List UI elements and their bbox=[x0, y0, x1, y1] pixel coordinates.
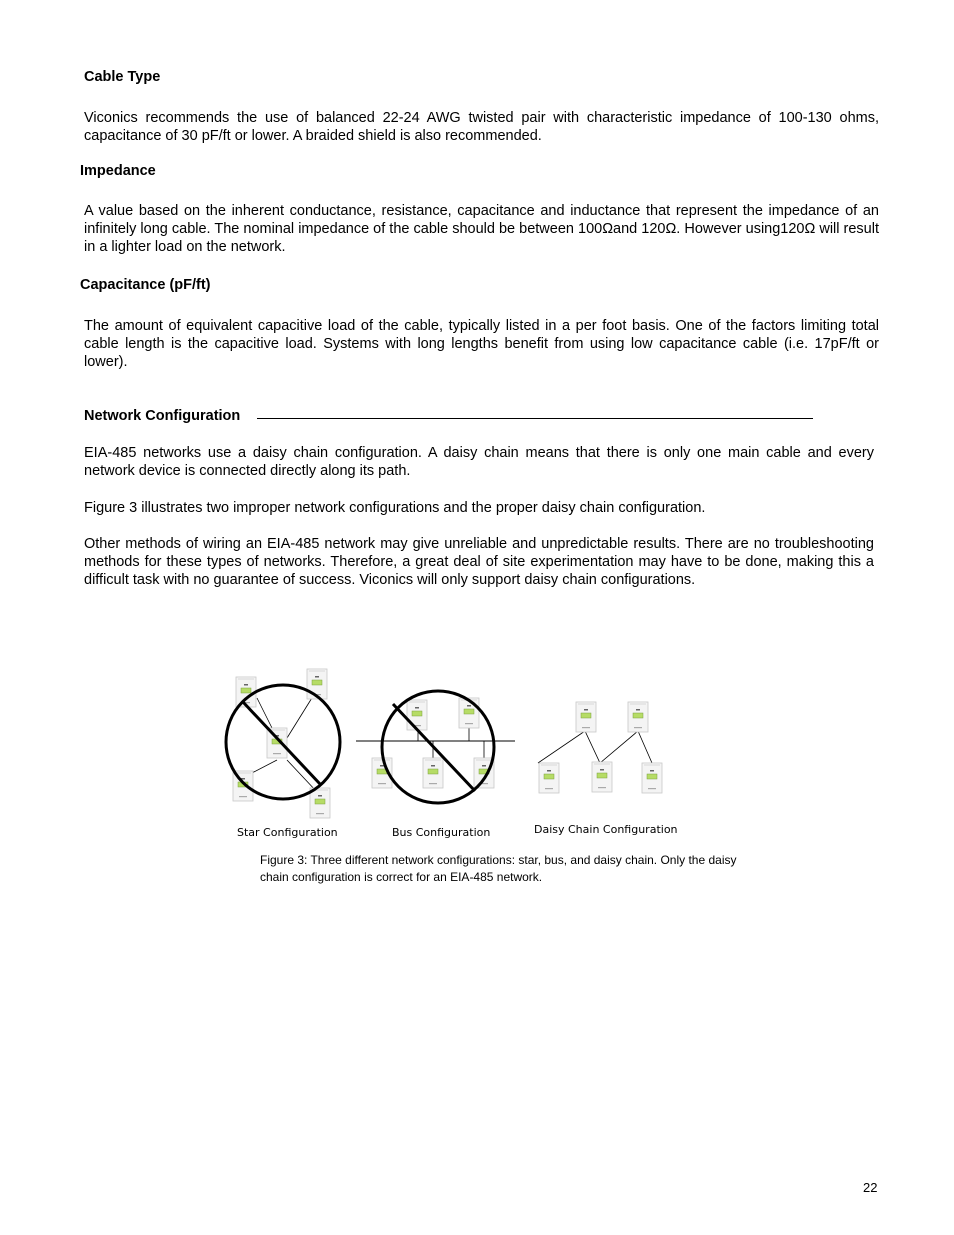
daisy-device-top-left bbox=[576, 702, 596, 732]
star-device-bottom-right bbox=[310, 788, 330, 818]
cable-type-heading: Cable Type bbox=[84, 69, 161, 85]
network-configuration-heading: Network Configuration bbox=[84, 408, 241, 424]
page-number: 22 bbox=[863, 1180, 878, 1195]
daisy-device-bottom-right bbox=[642, 763, 662, 793]
figure-caption: Figure 3: Three different network configurations: star, bus, and daisy chain. Only the daisy chain configuration is correct for an EIA-485 network. bbox=[260, 853, 737, 884]
capacitance-heading: Capacitance (pF/ft) bbox=[80, 277, 211, 293]
network-paragraph-1: EIA-485 networks use a daisy chain configuration. A daisy chain means that there is only one main cable and every network device is connected directly along its path. bbox=[84, 445, 874, 479]
bus-configuration-diagram bbox=[356, 691, 515, 803]
section-rule bbox=[257, 418, 813, 419]
network-paragraph-2: Figure 3 illustrates two improper network configurations and the proper daisy chain configuration. bbox=[84, 500, 706, 516]
impedance-heading: Impedance bbox=[80, 163, 156, 179]
bus-device-top-right bbox=[459, 698, 479, 728]
star-configuration-label: Star Configuration bbox=[237, 826, 338, 839]
network-paragraph-3: Other methods of wiring an EIA-485 network may give unreliable and unpredictable results. There are no troubleshooting methods for these types of networks. Therefore, a great deal of site experimentation may have to be done, making this a difficult task with no guarantee of success. Viconics will only support daisy chain configurations. bbox=[84, 536, 874, 588]
bus-configuration-label: Bus Configuration bbox=[392, 826, 491, 839]
daisy-device-top-right bbox=[628, 702, 648, 732]
cable-type-text: Viconics recommends the use of balanced 22-24 AWG twisted pair with characteristic impedance of 100-130 ohms, capacitance of 30 pF/ft or lower. A braided shield is also recommended. bbox=[84, 110, 879, 144]
impedance-text: A value based on the inherent conductance, resistance, capacitance and inductance that represent the impedance of an infinitely long cable. The nominal impedance of the cable should be between 100Ωand 120Ω. However using120Ω will result in a lighter load on the network. bbox=[84, 203, 879, 255]
daisy-chain-configuration-diagram bbox=[538, 702, 662, 793]
capacitance-text: The amount of equivalent capacitive load of the cable, typically listed in a per foot basis. One of the factors limiting total cable length is the capacitive load. Systems with long lengths benefit from using low capacitance cable (i.e. 17pF/ft or lower). bbox=[84, 318, 879, 370]
star-configuration-diagram bbox=[226, 669, 340, 818]
daisy-device-bottom-left bbox=[539, 763, 559, 793]
daisy-chain-configuration-label: Daisy Chain Configuration bbox=[534, 823, 678, 836]
daisy-device-bottom-center bbox=[592, 762, 612, 792]
bus-device-bottom-center bbox=[423, 758, 443, 788]
network-configurations-figure bbox=[220, 660, 740, 845]
bus-device-top-left bbox=[407, 700, 427, 730]
